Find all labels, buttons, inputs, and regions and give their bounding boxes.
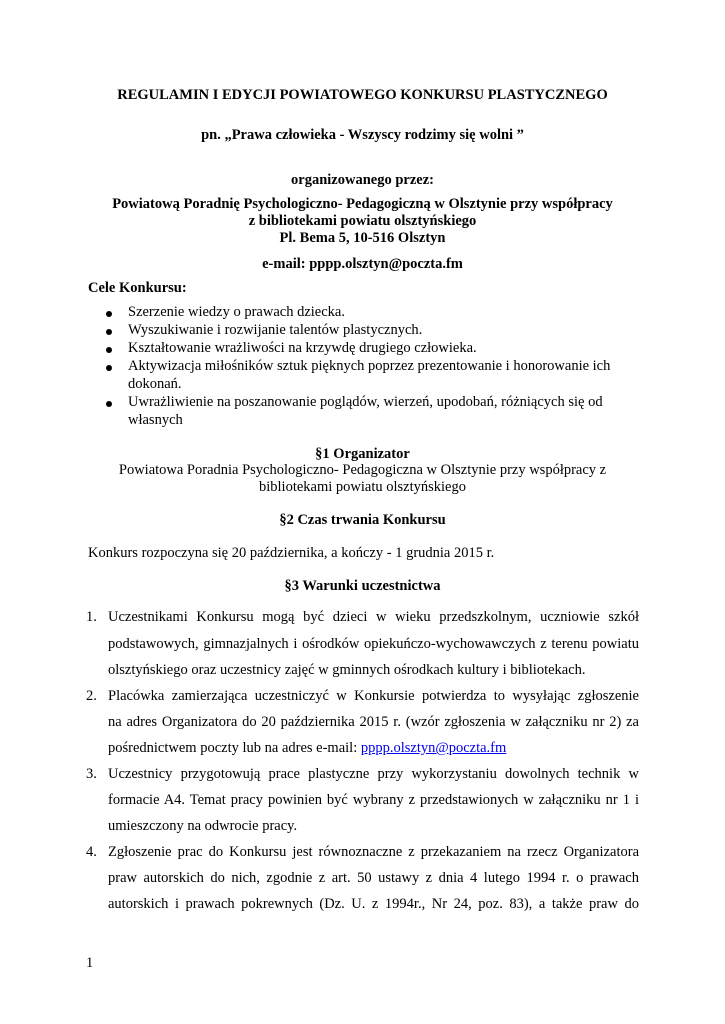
item-line xyxy=(108,740,506,757)
item-line-text: pośrednictwem poczty lub na adres e-mail: xyxy=(108,740,361,756)
goals-heading: Cele Konkursu: xyxy=(88,280,187,296)
section-2-text: Konkurs rozpoczyna się 20 października, a kończy - 1 grudnia 2015 r. xyxy=(88,545,495,561)
item-line: podstawowych, gimnazjalnych i ośrodków opiekuńczo-wychowawczych z terenu powiatu xyxy=(108,636,639,652)
item-line: autorskich i prawach pokrewnych (Dz. U. z 1994r., Nr 24, poz. 83), a także praw do xyxy=(108,896,639,912)
section-1-line-1: Powiatowa Poradnia Psychologiczno- Pedagogiczna w Olsztynie przy współpracy z xyxy=(118,462,607,478)
contest-subtitle: pn. „Prawa człowieka - Wszyscy rodzimy się wolni ” xyxy=(201,127,524,143)
organizer-line-1: Powiatową Poradnię Psychologiczno- Pedagogiczną w Olsztynie przy współpracy xyxy=(112,196,613,212)
organized-by-label: organizowanego przez: xyxy=(291,172,434,188)
bullet-icon xyxy=(106,365,112,371)
organizer-email: e-mail: pppp.olsztyn@poczta.fm xyxy=(262,256,463,272)
bullet-icon xyxy=(106,311,112,317)
item-number: 2. xyxy=(86,688,97,704)
item-number: 4. xyxy=(86,844,97,860)
document-title: REGULAMIN I EDYCJI POWIATOWEGO KONKURSU PLASTYCZNEGO xyxy=(117,87,608,103)
goal-text: Aktywizacja miłośników sztuk pięknych poprzez prezentowanie i honorowanie ich xyxy=(128,358,611,374)
item-line: umieszczony na odwrocie pracy. xyxy=(108,818,298,834)
bullet-icon xyxy=(106,347,112,353)
item-line: Uczestnicy przygotowują prace plastyczne przy wykorzystaniu dowolnych technik w xyxy=(108,766,639,782)
item-line: olsztyńskiego oraz uczestnicy zajęć w gminnych ośrodkach kultury i bibliotekach. xyxy=(108,662,586,678)
goal-text: Szerzenie wiedzy o prawach dziecka. xyxy=(128,304,345,320)
goal-text: Wyszukiwanie i rozwijanie talentów plastycznych. xyxy=(128,322,423,338)
organizer-line-2: z bibliotekami powiatu olsztyńskiego xyxy=(248,213,477,229)
item-line: praw autorskich do nich, zgodnie z art. 50 ustawy z dnia 4 lutego 1994 r. o prawach xyxy=(108,870,639,886)
bullet-icon xyxy=(106,401,112,407)
page-number: 1 xyxy=(86,955,94,971)
item-line: Placówka zamierzająca uczestniczyć w Konkursie potwierdza to wysyłając zgłoszenie xyxy=(108,688,639,704)
email-link[interactable]: pppp.olsztyn@poczta.fm xyxy=(360,740,507,756)
item-line: na adres Organizatora do 20 października 2015 r. (wzór zgłoszenia w załączniku nr 2) za xyxy=(108,714,639,730)
organizer-address: Pl. Bema 5, 10-516 Olsztyn xyxy=(279,230,446,246)
item-line: Uczestnikami Konkursu mogą być dzieci w wieku przedszkolnym, uczniowie szkół xyxy=(108,609,639,625)
item-line: formacie A4. Temat pracy powinien być wybrany z przedstawionych w załączniku nr 1 i xyxy=(108,792,639,808)
goal-text-continued: własnych xyxy=(128,412,183,428)
goal-text-continued: dokonań. xyxy=(128,376,182,392)
bullet-icon xyxy=(106,329,112,335)
section-3-heading: §3 Warunki uczestnictwa xyxy=(284,578,441,594)
item-number: 1. xyxy=(86,609,97,625)
section-2-heading: §2 Czas trwania Konkursu xyxy=(279,512,446,528)
item-line: Zgłoszenie prac do Konkursu jest równoznaczne z przekazaniem na rzecz Organizatora xyxy=(108,844,639,860)
goal-text: Kształtowanie wrażliwości na krzywdę drugiego człowieka. xyxy=(128,340,477,356)
goal-text: Uwrażliwienie na poszanowanie poglądów, wierzeń, upodobań, różniących się od xyxy=(128,394,603,410)
section-1-line-2: bibliotekami powiatu olsztyńskiego xyxy=(258,479,466,495)
item-number: 3. xyxy=(86,766,97,782)
section-1-heading: §1 Organizator xyxy=(315,446,410,462)
